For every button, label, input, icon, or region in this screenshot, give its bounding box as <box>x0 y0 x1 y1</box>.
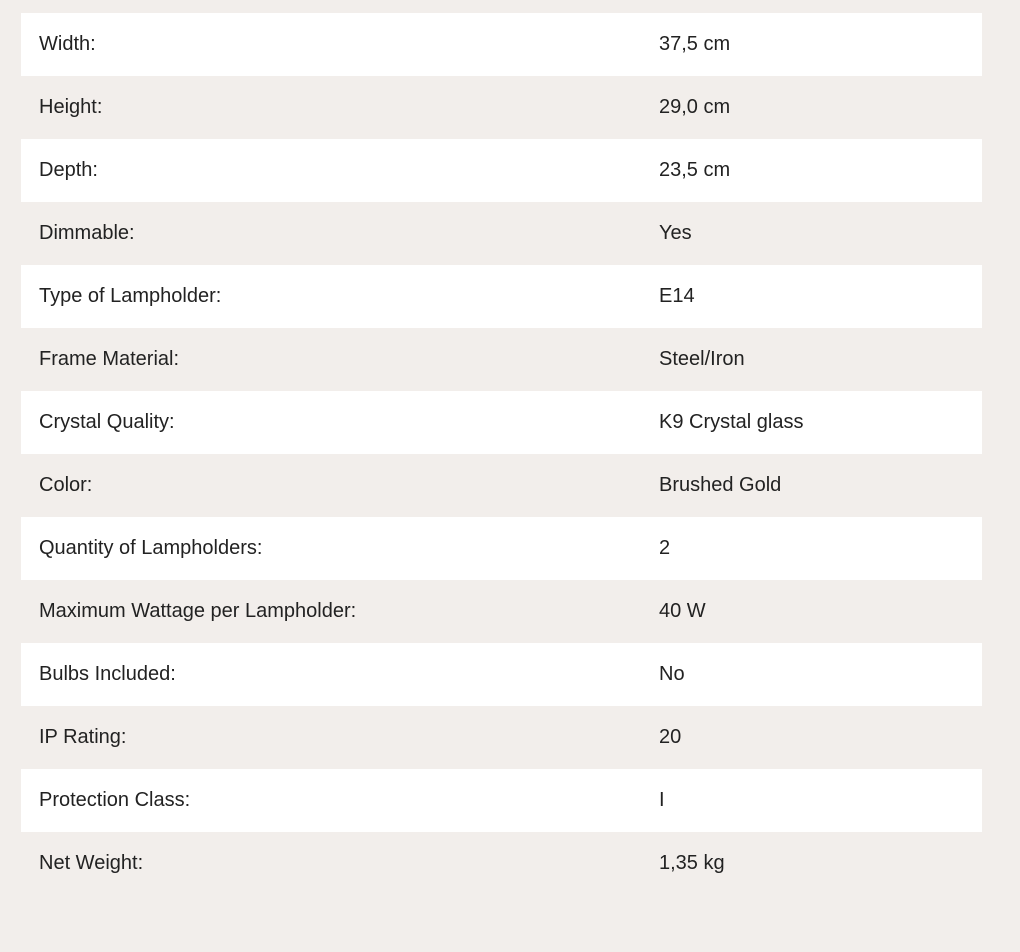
spec-value: 23,5 cm <box>659 159 731 181</box>
spec-row-dimmable <box>21 202 982 265</box>
spec-label: Color: <box>39 474 93 496</box>
spec-value: Brushed Gold <box>659 474 782 496</box>
spec-row-color <box>21 454 982 517</box>
spec-row-bulbs-included <box>21 643 982 706</box>
spec-label: Type of Lampholder: <box>39 285 222 307</box>
spec-row-net-weight <box>21 832 982 895</box>
spec-value: 2 <box>659 537 671 559</box>
spec-row-lampholder-type <box>21 265 982 328</box>
spec-row-depth <box>21 139 982 202</box>
spec-row-crystal-quality <box>21 391 982 454</box>
spec-label: Dimmable: <box>39 222 135 244</box>
spec-label: Height: <box>39 96 103 118</box>
spec-value: 40 W <box>659 600 706 622</box>
spec-row-width <box>21 13 982 76</box>
spec-label: Net Weight: <box>39 852 144 874</box>
spec-value: 37,5 cm <box>659 33 731 55</box>
spec-row-frame-material <box>21 328 982 391</box>
spec-table <box>21 13 982 895</box>
spec-row-protection-class <box>21 769 982 832</box>
spec-label: IP Rating: <box>39 726 127 748</box>
spec-value: 1,35 kg <box>659 852 725 874</box>
spec-row-max-wattage <box>21 580 982 643</box>
spec-value: 20 <box>659 726 682 748</box>
spec-label: Width: <box>39 33 96 55</box>
spec-label: Crystal Quality: <box>39 411 175 433</box>
spec-label: Maximum Wattage per Lampholder: <box>39 600 357 622</box>
spec-row-ip-rating <box>21 706 982 769</box>
spec-value: Yes <box>659 222 692 244</box>
spec-row-height <box>21 76 982 139</box>
spec-value: I <box>659 789 665 811</box>
spec-label: Bulbs Included: <box>39 663 176 685</box>
spec-value: 29,0 cm <box>659 96 731 118</box>
spec-label: Frame Material: <box>39 348 180 370</box>
spec-value: Steel/Iron <box>659 348 745 370</box>
spec-value: E14 <box>659 285 695 307</box>
spec-row-lampholder-quantity <box>21 517 982 580</box>
spec-label: Quantity of Lampholders: <box>39 537 263 559</box>
spec-label: Depth: <box>39 159 98 181</box>
spec-value: No <box>659 663 685 685</box>
spec-label: Protection Class: <box>39 789 191 811</box>
spec-value: K9 Crystal glass <box>659 411 804 433</box>
